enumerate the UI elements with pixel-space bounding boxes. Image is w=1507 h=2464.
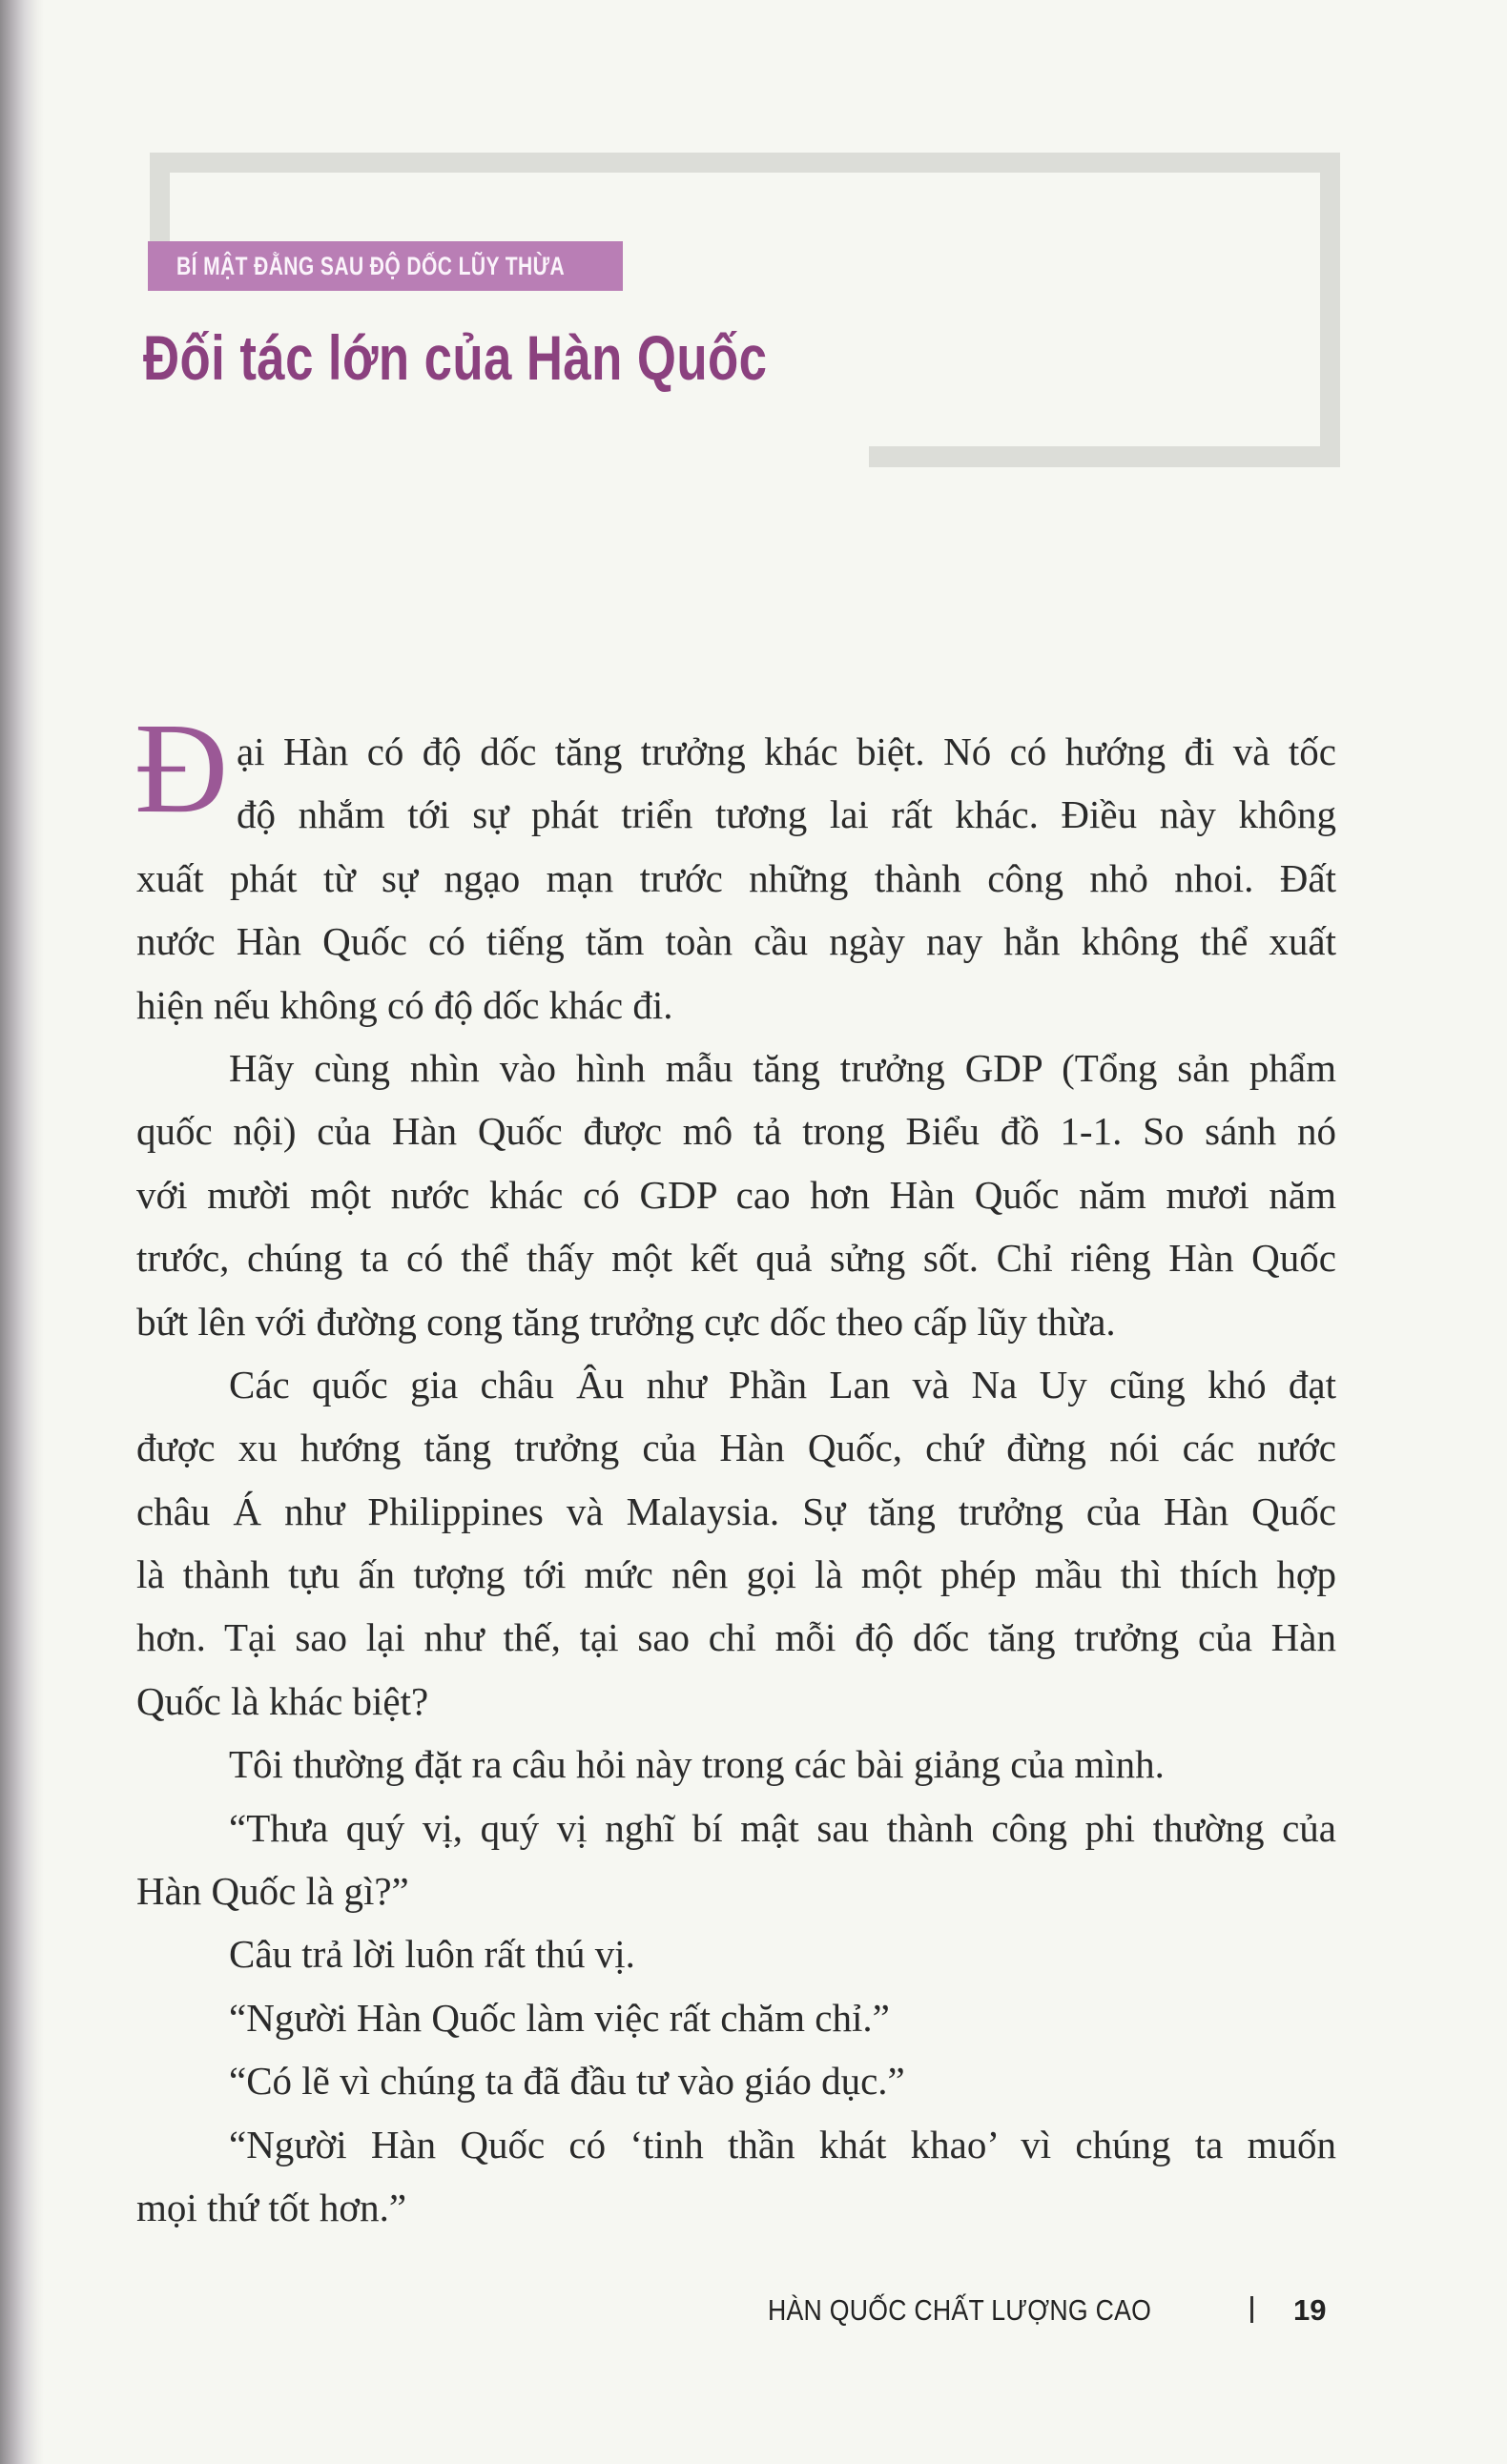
book-title: HÀN QUỐC CHẤT LƯỢNG CAO — [768, 2293, 1152, 2327]
text-line: bứt lên với đường cong tăng trưởng cực dốc theo cấp lũy thừa. — [136, 1299, 1116, 1344]
text-line: Hàn Quốc là gì?” — [136, 1869, 409, 1914]
section-label: BÍ MẬT ĐẰNG SAU ĐỘ DỐC LŨY THỪA — [176, 251, 566, 280]
text-line: xuất phát từ sự ngạo mạn trước những thành công nhỏ nhoi. Đất — [136, 855, 1336, 900]
text-line: nước Hàn Quốc có tiếng tăm toàn cầu ngày nay hẳn không thể xuất — [136, 919, 1336, 964]
text-line: Các quốc gia châu Âu như Phần Lan và Na Uy cũng khó đạt — [229, 1362, 1336, 1407]
text-line: Hãy cùng nhìn vào hình mẫu tăng trưởng GDP (Tổng sản phẩm — [229, 1045, 1336, 1090]
text-line: được xu hướng tăng trưởng của Hàn Quốc, chứ đừng nói các nước — [136, 1426, 1336, 1470]
text-line: hiện nếu không có độ dốc khác đi. — [136, 982, 673, 1027]
text-line: với mười một nước khác có GDP cao hơn Hàn Quốc năm mươi năm — [136, 1172, 1336, 1217]
text-line: là thành tựu ấn tượng tới mức nên gọi là một phép mầu thì thích hợp — [136, 1552, 1336, 1597]
section-label-band — [148, 241, 623, 291]
text-line: quốc nội) của Hàn Quốc được mô tả trong Biểu đồ 1-1. So sánh nó — [136, 1109, 1336, 1154]
page-spine-shadow — [0, 0, 44, 2464]
running-footer — [768, 2287, 1340, 2334]
text-line: Quốc là khác biệt? — [136, 1678, 429, 1723]
body-text — [136, 720, 1336, 2239]
chapter-title: Đối tác lớn của Hàn Quốc — [143, 322, 768, 393]
text-line: ại Hàn có độ dốc tăng trưởng khác biệt. Nó có hướng đi và tốc — [237, 729, 1336, 773]
text-line: Câu trả lời luôn rất thú vị. — [229, 1932, 635, 1977]
page-number: 19 — [1293, 2293, 1327, 2327]
decorative-frame — [150, 153, 1340, 467]
decorative-frame-bottom — [869, 446, 1340, 467]
text-line: độ nhắm tới sự phát triển tương lai rất khác. Điều này không — [237, 792, 1336, 837]
text-line: châu Á như Philippines và Malaysia. Sự tăng trưởng của Hàn Quốc — [136, 1489, 1336, 1533]
text-line: “Có lẽ vì chúng ta đã đầu tư vào giáo dục.” — [229, 2059, 905, 2104]
text-line: hơn. Tại sao lại như thế, tại sao chỉ mỗi độ dốc tăng trưởng của Hàn — [136, 1615, 1336, 1660]
text-line: “Thưa quý vị, quý vị nghĩ bí mật sau thành công phi thường của — [229, 1805, 1336, 1850]
drop-cap: Đ — [134, 697, 229, 840]
text-line: mọi thứ tốt hơn.” — [136, 2185, 407, 2229]
text-line: trước, chúng ta có thể thấy một kết quả sửng sốt. Chỉ riêng Hàn Quốc — [136, 1236, 1336, 1281]
footer-separator — [1250, 2296, 1253, 2323]
text-line: “Người Hàn Quốc làm việc rất chăm chỉ.” — [229, 1995, 890, 2040]
text-line: “Người Hàn Quốc có ‘tinh thần khát khao’ vì chúng ta muốn — [229, 2122, 1336, 2166]
text-line: Tôi thường đặt ra câu hỏi này trong các bài giảng của mình. — [229, 1742, 1165, 1787]
